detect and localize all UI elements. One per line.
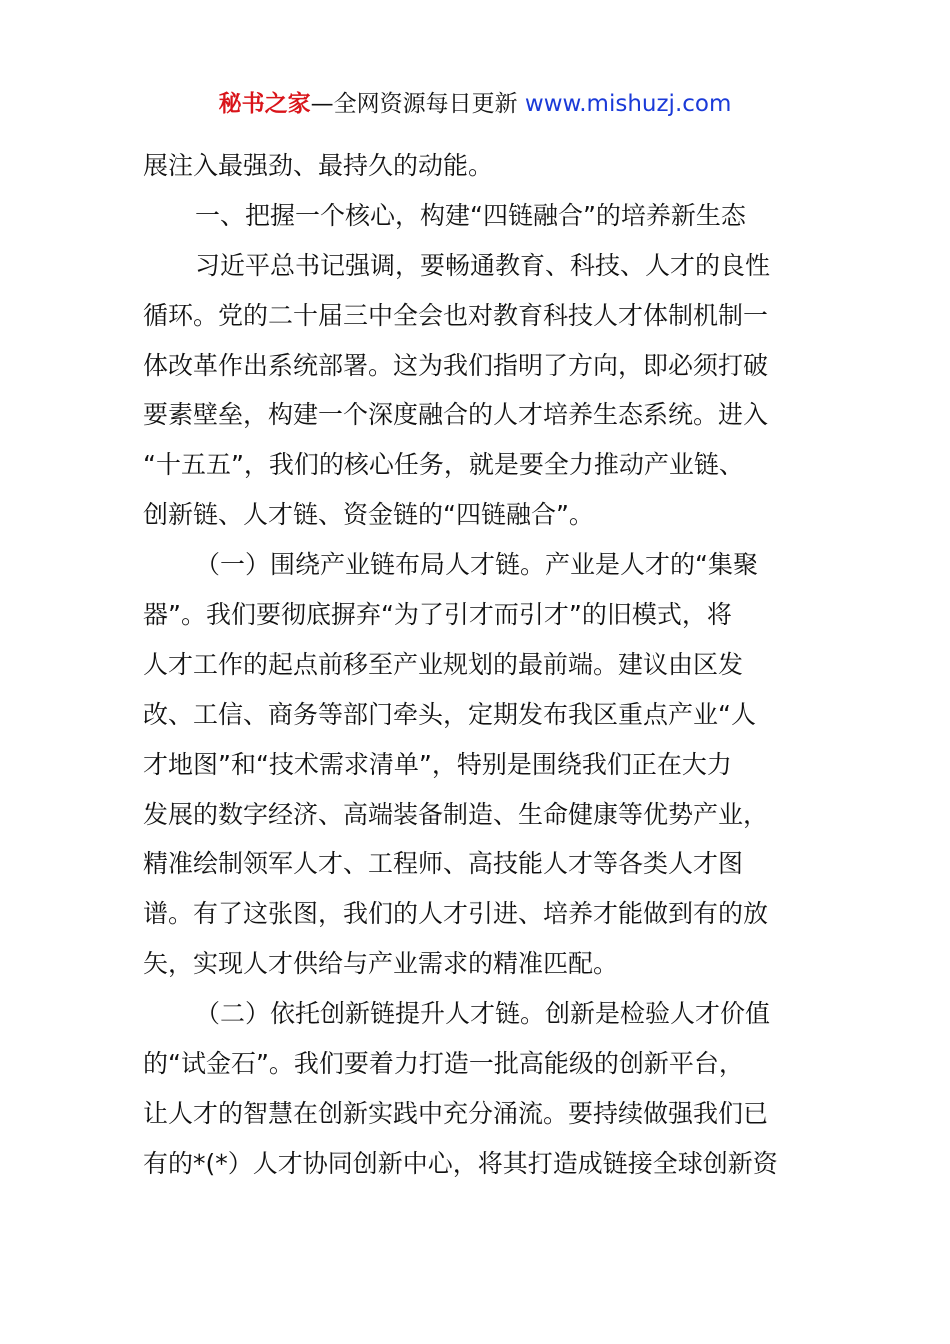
body-line: 的“试金石”。我们要着力打造一批高能级的创新平台， <box>143 1049 744 1079</box>
page-header <box>0 86 950 122</box>
body-line: 发展的数字经济、高端装备制造、生命健康等优势产业， <box>143 799 769 829</box>
section-heading: 一、把握一个核心，构建“四链融合”的培养新生态 <box>195 200 746 230</box>
body-line: 要素壁垒，构建一个深度融合的人才培养生态系统。进入 <box>143 400 769 430</box>
body-line: 创新链、人才链、资金链的“四链融合”。 <box>143 500 594 530</box>
site-url-link[interactable]: www.mishuzj.com <box>524 91 732 117</box>
document-body <box>143 146 811 1194</box>
site-brand: 秘书之家 <box>218 91 311 117</box>
subsection-line: （二）依托创新链提升人才链。创新是检验人才价值 <box>195 999 771 1029</box>
body-line: 人才工作的起点前移至产业规划的最前端。建议由区发 <box>143 649 744 679</box>
body-line: 才地图”和“技术需求清单”，特别是围绕我们正在大力 <box>143 749 732 779</box>
body-line: 器”。我们要彻底摒弃“为了引才而引才”的旧模式，将 <box>143 600 732 630</box>
body-line: 习近平总书记强调，要畅通教育、科技、人才的良性 <box>195 250 771 280</box>
body-line: 循环。党的二十届三中全会也对教育科技人才体制机制一 <box>143 300 769 330</box>
body-line: 谱。有了这张图，我们的人才引进、培养才能做到有的放 <box>143 899 769 929</box>
body-line: “十五五”，我们的核心任务，就是要全力推动产业链、 <box>143 450 744 480</box>
body-line: 精准绘制领军人才、工程师、高技能人才等各类人才图 <box>143 849 744 879</box>
body-line: 让人才的智慧在创新实践中充分涌流。要持续做强我们已 <box>143 1098 769 1128</box>
subsection-line: （一）围绕产业链布局人才链。产业是人才的“集聚 <box>195 550 758 580</box>
body-line: 体改革作出系统部署。这为我们指明了方向，即必须打破 <box>143 350 769 380</box>
body-line: 有的*(*）人才协同创新中心，将其打造成链接全球创新资 <box>143 1148 778 1178</box>
body-line: 矢，实现人才供给与产业需求的精准匹配。 <box>143 949 619 979</box>
body-line: 展注入最强劲、最持久的动能。 <box>143 151 494 180</box>
body-line: 改、工信、商务等部门牵头，定期发布我区重点产业“人 <box>143 699 756 729</box>
site-tagline: —全网资源每日更新 <box>310 91 518 117</box>
